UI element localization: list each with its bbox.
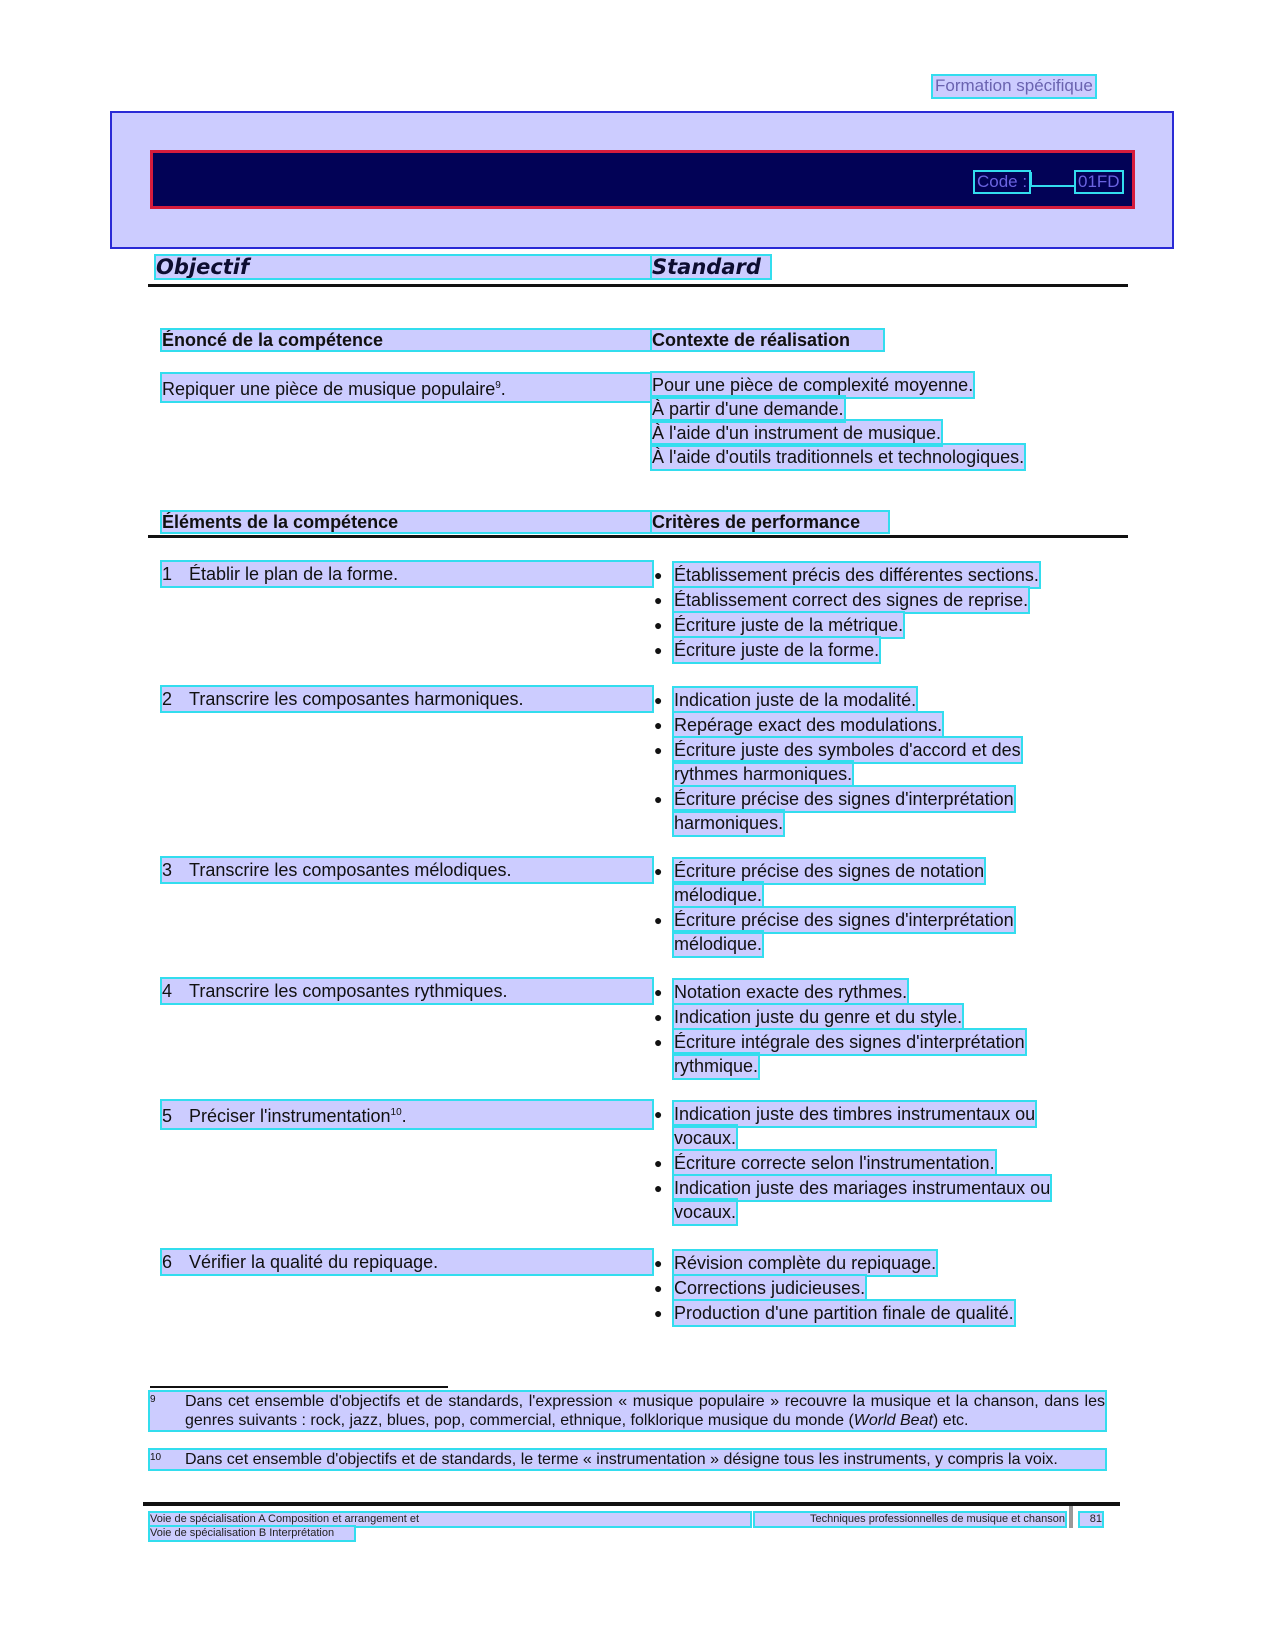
criterion-item: [654, 1301, 1014, 1325]
criterion-item: [654, 1176, 1051, 1224]
footer-left-1: Voie de spécialisation A Composition et arrangement et: [150, 1513, 750, 1526]
criterion-item: [654, 638, 880, 662]
criterion-item: [654, 563, 1039, 587]
footer-left-2: Voie de spécialisation B Interprétation: [150, 1527, 354, 1540]
criterion-text: Notation exacte des rythmes.: [674, 982, 908, 1002]
criterion-text: Révision complète du repiquage.: [674, 1253, 937, 1273]
element-number: 1: [162, 564, 173, 584]
criterion-item: [654, 787, 1014, 835]
criterion-text: vocaux.: [674, 1128, 737, 1148]
criterion-item: [654, 1102, 1036, 1150]
context-item: À l'aide d'outils traditionnels et technologiques.: [652, 447, 1025, 467]
footnote-text-main: Dans cet ensemble d'objectifs et de standards, le terme « instrumentation » désigne tous les instruments, y compris la voix.: [185, 1451, 1058, 1468]
bullet-icon: ●: [654, 1034, 663, 1050]
element-item: [162, 1250, 652, 1274]
bullet-icon: ●: [654, 717, 663, 733]
element-item: [162, 858, 652, 882]
bullet-icon: ●: [654, 592, 663, 608]
context-list: [652, 373, 1024, 469]
criterion-text: harmoniques.: [674, 813, 784, 833]
footnote-text: [150, 1392, 1105, 1430]
bullet-icon: ●: [654, 984, 663, 1000]
footer-rule: [143, 1502, 1120, 1506]
criterion-text: Repérage exact des modulations.: [674, 715, 943, 735]
criterion-item: [654, 980, 908, 1004]
bullet-icon: ●: [654, 742, 663, 758]
criterion-text: rythmique.: [674, 1056, 759, 1076]
criterion-item: [654, 1005, 963, 1029]
statement-heading: Énoncé de la compétence: [162, 330, 652, 350]
bullet-icon: ●: [654, 912, 663, 928]
criterion-text: Écriture juste de la forme.: [674, 640, 880, 660]
code-label: Code :: [977, 172, 1028, 191]
footnote-text: [150, 1450, 1105, 1469]
footnote-number: 10: [150, 1452, 162, 1463]
bullet-icon: ●: [654, 1155, 663, 1171]
context-item: Pour une pièce de complexité moyenne.: [652, 375, 974, 395]
footer-right: Techniques professionnelles de musique et chanson: [755, 1513, 1065, 1526]
element-number: 2: [162, 689, 173, 709]
element-number: 4: [162, 981, 173, 1001]
criterion-item: [654, 1030, 1025, 1078]
elements-rule: [148, 535, 1128, 538]
element-text: Transcrire les composantes rythmiques.: [189, 981, 508, 1001]
context-heading: Contexte de réalisation: [652, 330, 883, 350]
element-text: Transcrire les composantes harmoniques.: [189, 689, 524, 709]
bullet-icon: ●: [654, 1106, 663, 1122]
footnote-ref-9[interactable]: 9: [495, 380, 501, 391]
criterion-text: mélodique.: [674, 885, 763, 905]
criterion-item: [654, 859, 985, 907]
element-text: Transcrire les composantes mélodiques.: [189, 860, 512, 880]
criterion-item: [654, 1251, 937, 1275]
bullet-icon: ●: [654, 692, 663, 708]
criterion-text: rythmes harmoniques.: [674, 764, 853, 784]
criterion-item: [654, 613, 904, 637]
element-text: Préciser l'instrumentation: [189, 1106, 391, 1126]
footnote: [150, 1392, 1105, 1430]
code-separator: [1030, 172, 1074, 187]
bullet-icon: ●: [654, 791, 663, 807]
criterion-text: Écriture précise des signes de notation: [674, 861, 985, 881]
bullet-icon: ●: [654, 1280, 663, 1296]
element-number: 6: [162, 1252, 173, 1272]
bullet-icon: ●: [654, 1180, 663, 1196]
criterion-text: Écriture précise des signes d'interprétation: [674, 789, 1014, 809]
criterion-text: Écriture correcte selon l'instrumentation.: [674, 1153, 995, 1173]
code-value: 01FD: [1078, 172, 1120, 191]
criterion-text: Écriture intégrale des signes d'interprétation: [674, 1032, 1025, 1052]
footnote-text-italic: World Beat: [853, 1412, 933, 1429]
criterion-item: [654, 588, 1029, 612]
section-label: Formation spécifique: [935, 76, 1093, 95]
criterion-item: [654, 713, 943, 737]
criterion-text: vocaux.: [674, 1202, 737, 1222]
criterion-item: [654, 688, 917, 712]
criterion-item: [654, 738, 1021, 786]
element-item: [162, 562, 652, 586]
header-rule: [148, 284, 1128, 287]
bullet-icon: ●: [654, 1305, 663, 1321]
bullet-icon: ●: [654, 617, 663, 633]
context-item: À l'aide d'un instrument de musique.: [652, 423, 942, 443]
criterion-text: Écriture juste des symboles d'accord et des: [674, 740, 1021, 760]
element-item: 5 Préciser l'instrumentation$^{10}$.: [162, 1101, 652, 1128]
elements-heading: Éléments de la compétence: [162, 512, 652, 532]
footer-divider: [1069, 1506, 1073, 1528]
footnote-text-main: Dans cet ensemble d'objectifs et de standards, l'expression « musique populaire » recouvre la musique et la chanson, dans les genres suivants : rock, jazz, blues, pop, commercial, ethnique, folklorique musique du monde (: [185, 1393, 1105, 1429]
page-number: 81: [1080, 1513, 1102, 1526]
criterion-text: Indication juste des mariages instrumentaux ou: [674, 1178, 1051, 1198]
criterion-text: Production d'une partition finale de qualité.: [674, 1303, 1014, 1323]
criterion-item: [654, 1151, 995, 1175]
footnote-ref-10[interactable]: 10: [390, 1107, 402, 1118]
criterion-text: mélodique.: [674, 934, 763, 954]
element-text: Établir le plan de la forme.: [189, 564, 399, 584]
bullet-icon: ●: [654, 567, 663, 583]
criterion-item: [654, 908, 1014, 956]
bullet-icon: ●: [654, 863, 663, 879]
element-text: Vérifier la qualité du repiquage.: [189, 1252, 439, 1272]
context-item: À partir d'une demande.: [652, 399, 844, 419]
criterion-text: Corrections judicieuses.: [674, 1278, 866, 1298]
element-item: [162, 687, 652, 711]
footnote: [150, 1450, 1105, 1469]
criterion-text: Indication juste du genre et du style.: [674, 1007, 963, 1027]
bullet-icon: ●: [654, 1255, 663, 1271]
criteria-heading: Critères de performance: [652, 512, 888, 532]
bullet-icon: ●: [654, 1009, 663, 1025]
column-head-objectif: Objectif: [156, 256, 652, 278]
criterion-text: Écriture précise des signes d'interprétation: [674, 910, 1014, 930]
competence-statement: Repiquer une pièce de musique populaire$^9$.: [162, 374, 652, 401]
element-number: 5: [162, 1106, 173, 1126]
footnote-rule: [150, 1386, 448, 1388]
footnote-text-end: ) etc.: [932, 1412, 969, 1429]
criterion-text: Établissement correct des signes de reprise.: [674, 590, 1029, 610]
criterion-text: Établissement précis des différentes sections.: [674, 565, 1039, 585]
bullet-icon: ●: [654, 642, 663, 658]
element-item: [162, 979, 652, 1003]
column-head-standard: Standard: [652, 256, 770, 278]
criterion-text: Indication juste de la modalité.: [674, 690, 917, 710]
criterion-text: Indication juste des timbres instrumentaux ou: [674, 1104, 1036, 1124]
footnote-number: 9: [150, 1394, 156, 1405]
element-number: 3: [162, 860, 173, 880]
criterion-text: Écriture juste de la métrique.: [674, 615, 904, 635]
criterion-item: [654, 1276, 866, 1300]
